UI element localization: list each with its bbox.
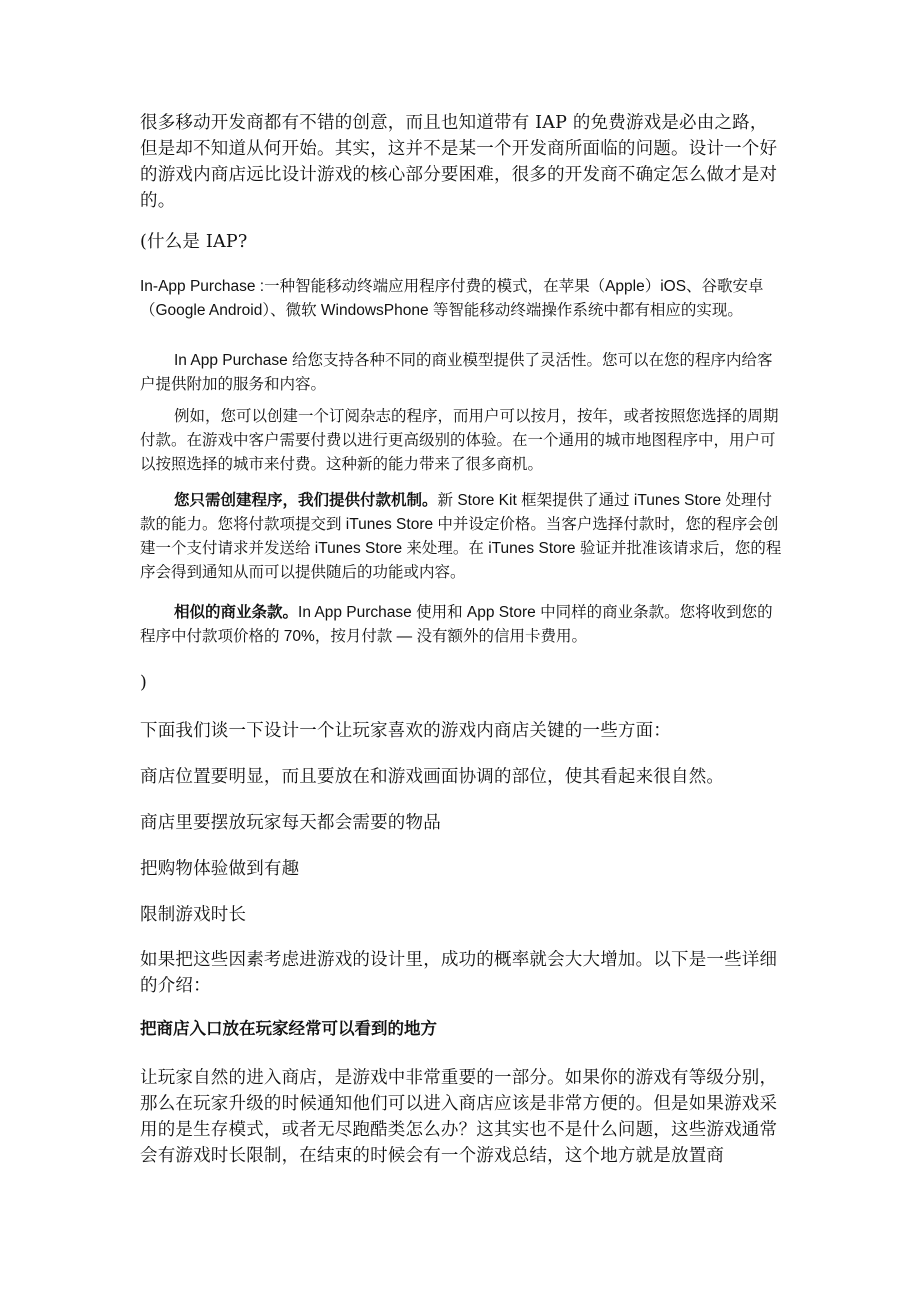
aspects-intro: 下面我们谈一下设计一个让玩家喜欢的游戏内商店关键的一些方面： <box>140 721 671 741</box>
iap-question: (什么是 IAP? <box>140 232 248 252</box>
aspect-item-3: 把购物体验做到有趣 <box>140 859 300 879</box>
aspect-item-4: 限制游戏时长 <box>140 905 247 925</box>
aspect-item-2: 商店里要摆放玩家每天都会需要的物品 <box>140 813 441 833</box>
iap-terms-lead: 相似的商业条款。 <box>174 604 299 621</box>
intro-paragraph: 很多移动开发商都有不错的创意，而且也知道带有 IAP 的免费游戏是必由之路，但是却不知道从何开始。其实，这并不是某一个开发商所面临的问题。设计一个好的游戏内商店远比设计游戏的核心部分要困难，很多的开发商不确定怎么做才是对的。 <box>140 113 778 211</box>
iap-definition: In-App Purchase :一种智能移动终端应用程序付费的模式，在苹果（Apple）iOS、谷歌安卓（Google Android）、微软 WindowsPhone 等智能移动终端操作系统中都有相应的实现。 <box>140 278 764 319</box>
iap-payment-lead: 您只需创建程序，我们提供付款机制。 <box>174 492 438 509</box>
section-heading: 把商店入口放在玩家经常可以看到的地方 <box>140 1019 437 1038</box>
aspect-item-1: 商店位置要明显，而且要放在和游戏画面协调的部位，使其看起来很自然。 <box>140 767 725 787</box>
iap-payment-body: 新 Store Kit 框架提供了通过 iTunes Store 处理付款的能力。您将付款项提交到 iTunes Store 中并设定价格。当客户选择付款时，您的程序会创建一个支付请求并发送给 iTunes Store 来处理。在 iTunes Store 验证并批准该请求后，您的程序会得到通知从而可以提供随后的功能或内容。 <box>140 492 782 581</box>
iap-terms-paragraph <box>140 601 785 649</box>
iap-close: ) <box>140 673 148 693</box>
conclusion-paragraph: 如果把这些因素考虑进游戏的设计里，成功的概率就会大大增加。以下是一些详细的介绍： <box>140 950 778 996</box>
iap-payment-paragraph <box>140 489 785 585</box>
section-body: 让玩家自然的进入商店，是游戏中非常重要的一部分。如果你的游戏有等级分别，那么在玩家升级的时候通知他们可以进入商店应该是非常方便的。但是如果游戏采用的是生存模式，或者无尽跑酷类怎么办？这其实也不是什么问题，这些游戏通常会有游戏时长限制，在结束的时候会有一个游戏总结，这个地方就是放置商 <box>140 1068 778 1166</box>
iap-terms-body: In App Purchase 使用和 App Store 中同样的商业条款。您将收到您的程序中付款项价格的 70%，按月付款 — 没有额外的信用卡费用。 <box>140 604 773 645</box>
iap-flexibility-paragraph: In App Purchase 给您支持各种不同的商业模型提供了灵活性。您可以在您的程序内给客户提供附加的服务和内容。 <box>140 352 773 393</box>
iap-example-paragraph: 例如，您可以创建一个订阅杂志的程序，而用户可以按月，按年，或者按照您选择的周期付款。在游戏中客户需要付费以进行更高级别的体验。在一个通用的城市地图程序中，用户可以按照选择的城市来付费。这种新的能力带来了很多商机。 <box>140 408 779 473</box>
